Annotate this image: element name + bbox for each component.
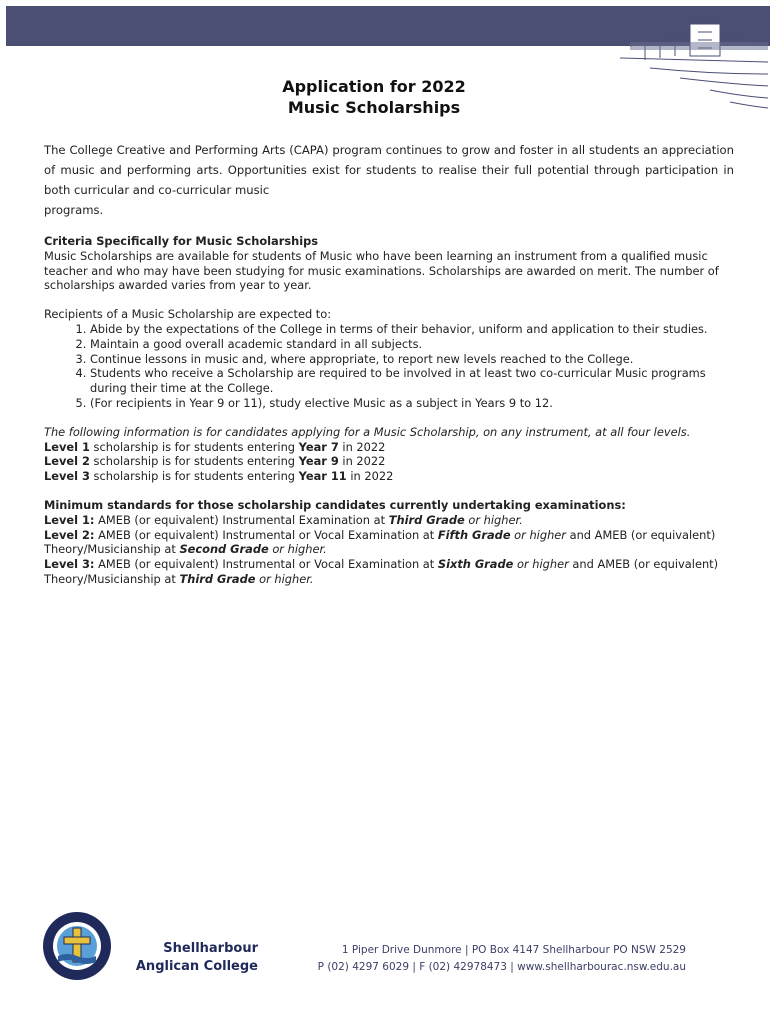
title-line-1: Application for 2022	[282, 77, 466, 96]
level-row: Level 2 scholarship is for students entering Year 9 in 2022	[44, 454, 386, 469]
standards-heading: Minimum standards for those scholarship candidates currently undertaking examinations:	[44, 497, 626, 512]
standard-level-2: Level 2: AMEB (or equivalent) Instrumental or Vocal Examination at Fifth Grade or higher and AMEB (or equivalent) Theory/Musicianship at Second Grade or higher.	[44, 527, 716, 557]
standard-level-1: Level 1: AMEB (or equivalent) Instrumental Examination at Third Grade or higher.	[44, 512, 523, 527]
phone-web-line: P (02) 4297 6029 | F (02) 42978473 | www.shellharbourac.nsw.edu.au	[317, 961, 686, 973]
intro-text: The College Creative and Performing Arts (CAPA) program continues to grow and foster in all students an appreciation of music and performing arts. Opportunities exist for students to realise their full potential through participation in both curricular and co-curricular music	[44, 143, 734, 197]
expectations-intro: Recipients of a Music Scholarship are expected to:	[44, 307, 332, 322]
college-name	[118, 940, 258, 976]
expectations-list	[44, 322, 734, 411]
list-item: 2. Maintain a good overall academic standard in all subjects.	[90, 337, 734, 352]
college-name-line-2: Anglican College	[135, 959, 258, 974]
title-line-2: Music Scholarships	[287, 98, 461, 117]
level-row: Level 3 scholarship is for students entering Year 11 in 2022	[44, 469, 394, 484]
intro-paragraph	[44, 140, 734, 220]
page-title	[0, 76, 748, 118]
contact-details	[270, 942, 686, 976]
criteria-heading: Criteria Specifically for Music Scholarships	[44, 234, 319, 248]
standard-level-3: Level 3: AMEB (or equivalent) Instrumental or Vocal Examination at Sixth Grade or higher and AMEB (or equivalent) Theory/Musicianship at Third Grade or higher.	[44, 557, 719, 586]
levels-note: The following information is for candidates applying for a Music Scholarship, on any instrument, at all four levels.	[44, 424, 691, 439]
document-body	[44, 140, 734, 587]
college-crest-logo	[40, 910, 114, 982]
criteria-text: Music Scholarships are available for students of Music who have been learning an instrument from a qualified music teacher and who may have been studying for music examinations. Scholarships are awarded on merit. The number of scholarships awarded varies from year to year.	[44, 248, 719, 293]
address-line: 1 Piper Drive Dunmore | PO Box 4147 Shellharbour PO NSW 2529	[341, 944, 686, 956]
list-item: 5. (For recipients in Year 9 or 11), study elective Music as a subject in Years 9 to 12.	[90, 396, 734, 411]
list-item: 4. Students who receive a Scholarship are required to be involved in at least two co-curricular Music programs during their time at the College.	[90, 366, 734, 396]
list-item: 3. Continue lessons in music and, where appropriate, to report new levels reached to the College.	[90, 352, 734, 367]
level-row: Level 1 scholarship is for students entering Year 7 in 2022	[44, 439, 386, 454]
list-item: 1. Abide by the expectations of the College in terms of their behavior, uniform and application to their studies.	[90, 322, 734, 337]
intro-text-last: programs.	[44, 203, 104, 217]
college-name-line-1: Shellharbour	[163, 941, 258, 956]
